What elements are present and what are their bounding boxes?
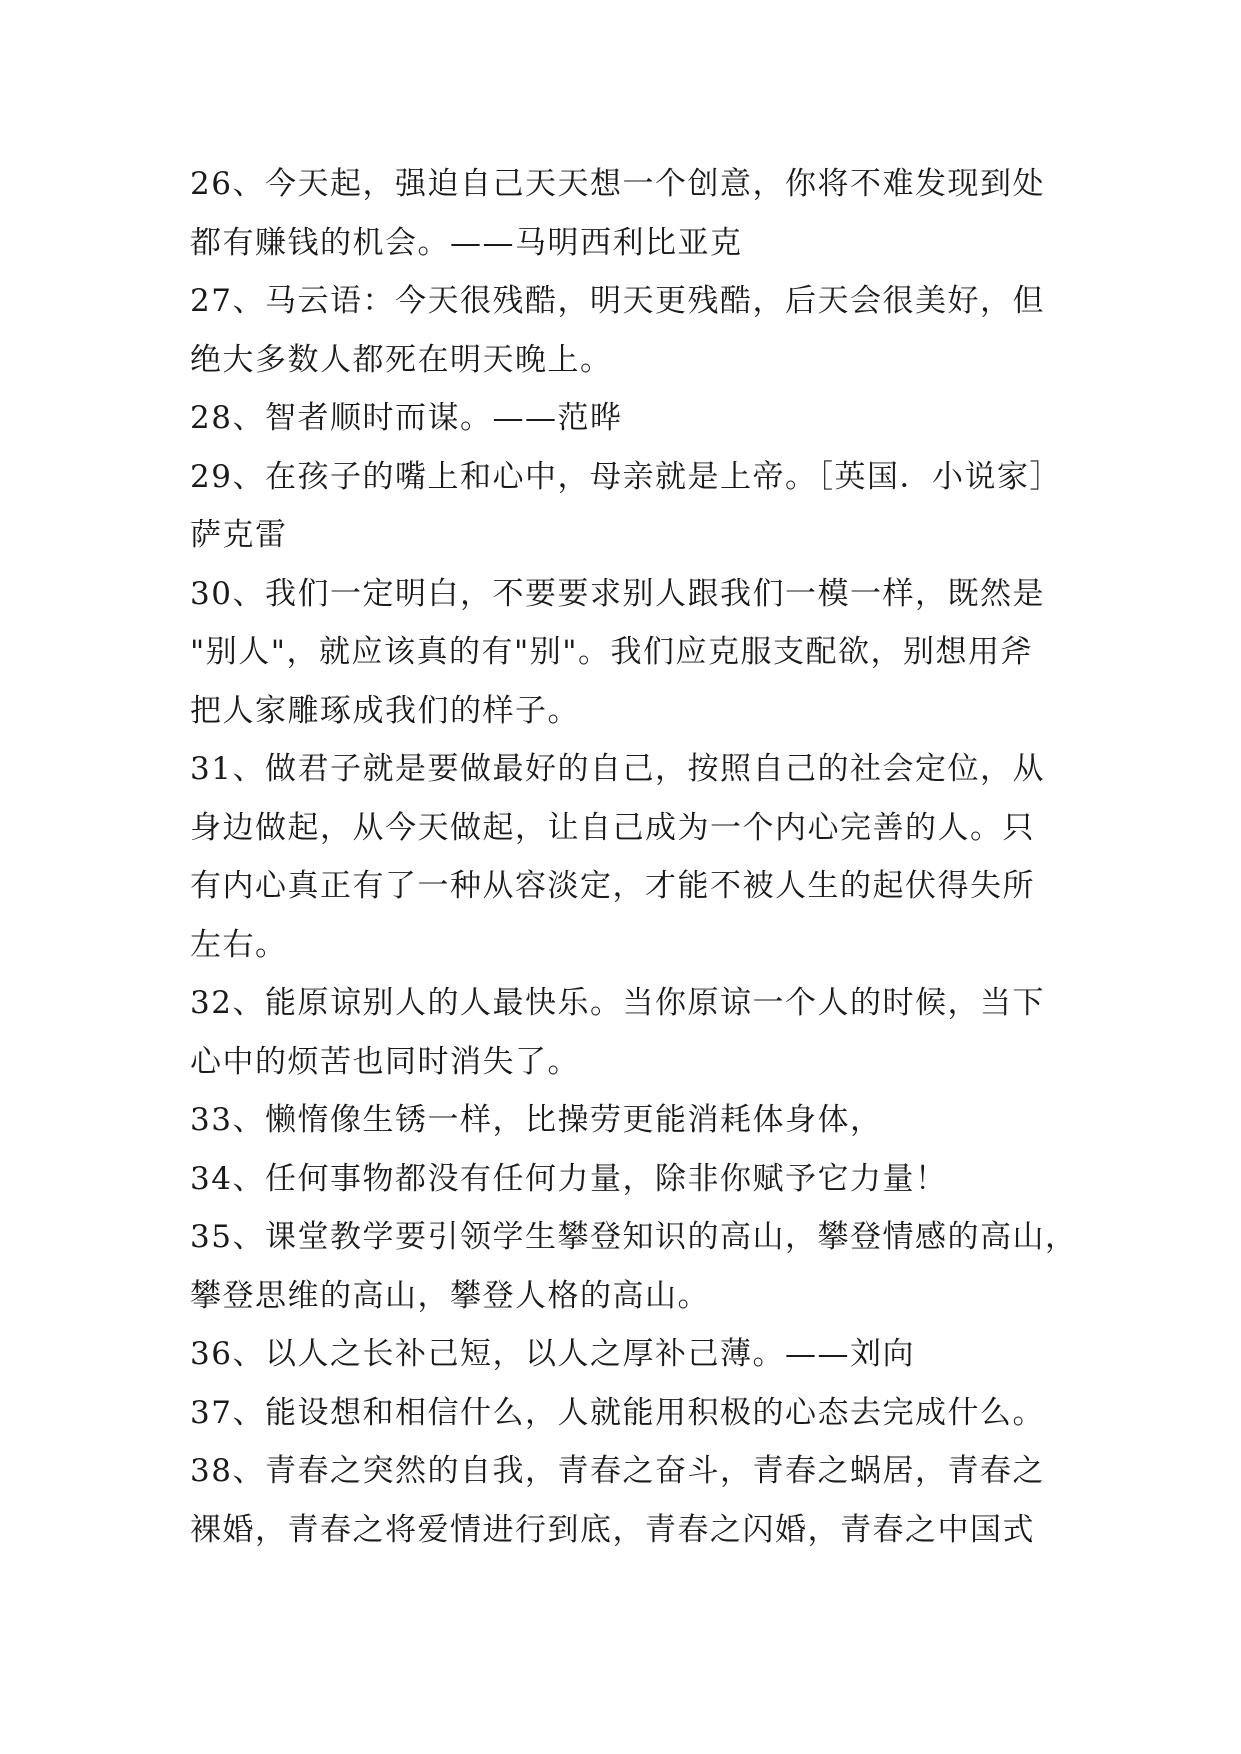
text-line: 31、做君子就是要做最好的自己，按照自己的社会定位，从 [190,751,1045,787]
text-line: 心中的烦苦也同时消失了。 [190,1043,580,1080]
text-line: 36、以人之长补己短，以人之厚补己薄。——刘向 [190,1336,915,1372]
text-line: 28、智者顺时而谋。——范晔 [190,400,623,436]
text-line: 左右。 [190,926,288,963]
text-line: 38、青春之突然的自我，青春之奋斗，青春之蜗居，青春之 [190,1453,1045,1489]
text-line: 身边做起，从今天做起，让自己成为一个内心完善的人。只 [190,809,1035,846]
text-line: 都有赚钱的机会。——马明西利比亚克 [190,224,743,261]
text-line: 攀登思维的高山，攀登人格的高山。 [190,1277,710,1314]
text-line: 26、今天起，强迫自己天天想一个创意，你将不难发现到处 [190,166,1045,202]
text-line: 绝大多数人都死在明天晚上。 [190,341,613,378]
text-line: 有内心真正有了一种从容淡定，才能不被人生的起伏得失所 [190,868,1035,904]
text-line: 34、任何事物都没有任何力量，除非你赋予它力量！ [190,1160,948,1197]
text-line: 35、课堂教学要引领学生攀登知识的高山，攀登情感的高山， [190,1219,1078,1255]
text-line: 萨克雷 [190,517,288,553]
text-line: 27、马云语：今天很残酷，明天更残酷，后天会很美好，但 [190,283,1045,319]
text-line: 裸婚，青春之将爱情进行到底，青春之闪婚，青春之中国式 [190,1511,1035,1548]
text-line: 29、在孩子的嘴上和心中，母亲就是上帝。［英国．小说家］ [190,458,1062,495]
text-line: 32、能原谅别人的人最快乐。当你原谅一个人的时候，当下 [190,985,1045,1021]
text-line: "别人"，就应该真的有"别"。我们应克服支配欲，别想用斧 [190,634,1034,670]
text-line: 37、能设想和相信什么，人就能用积极的心态去完成什么。 [190,1394,1045,1431]
quote-list [190,155,1080,1559]
text-line: 33、懒惰像生锈一样，比操劳更能消耗体身体， [190,1102,883,1138]
text-line: 把人家雕琢成我们的样子。 [190,692,580,729]
text-line: 30、我们一定明白，不要要求别人跟我们一模一样，既然是 [190,575,1045,612]
